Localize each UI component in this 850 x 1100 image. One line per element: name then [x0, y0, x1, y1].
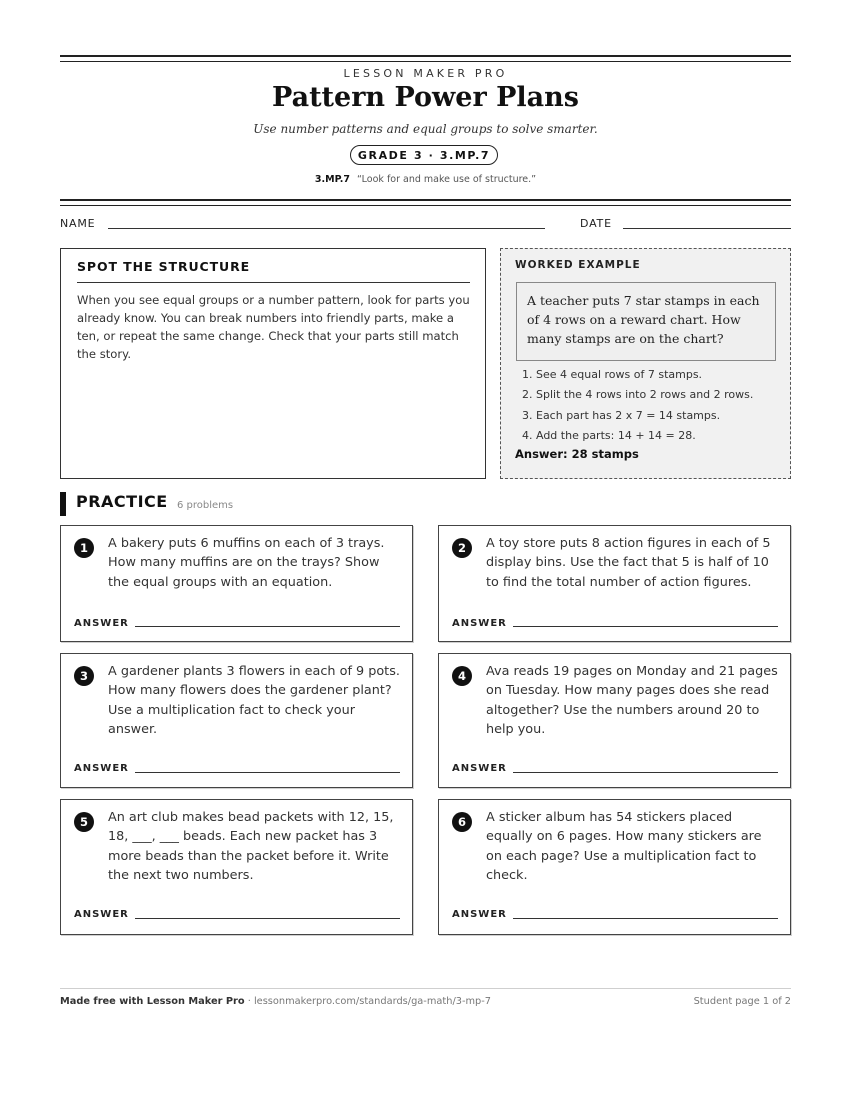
spot-title: SPOT THE STRUCTURE: [77, 259, 251, 274]
practice-title: PRACTICE: [76, 492, 168, 511]
worked-step: 3. Each part has 2 x 7 = 14 stamps.: [522, 408, 721, 422]
name-field-line[interactable]: [108, 228, 545, 229]
worked-example-box: [500, 248, 791, 479]
standard-line: [60, 174, 791, 185]
footer-made-with: Made free with Lesson Maker Pro: [60, 996, 245, 1007]
standard-text: “Look for and make use of structure.”: [357, 174, 537, 185]
problem-text: A bakery puts 6 muffins on each of 3 trays. How many muffins are on the trays? Show the equal groups with an equation.: [108, 536, 385, 590]
spot-divider: [77, 282, 470, 283]
problem-text: Ava reads 19 pages on Monday and 21 pages on Tuesday. How many pages does she read altogether? Use the numbers around 20 to help you.: [486, 664, 778, 738]
worked-example-title: WORKED EXAMPLE: [515, 259, 641, 271]
answer-line[interactable]: [513, 626, 778, 627]
problem-number-badge: 5: [74, 812, 94, 832]
problem-card-4: [438, 653, 791, 788]
worked-step: 4. Add the parts: 14 + 14 = 28.: [522, 429, 696, 443]
date-label: DATE: [580, 217, 612, 230]
page-subtitle: Use number patterns and equal groups to solve smarter.: [253, 122, 598, 136]
worked-example-answer: Answer: 28 stamps: [515, 447, 639, 461]
spot-the-structure-box: [60, 248, 486, 479]
header-bottom-rule: [60, 199, 791, 206]
answer-line[interactable]: [513, 918, 778, 919]
footer-credit: [60, 996, 491, 1007]
brand-name: LESSON MAKER PRO: [343, 67, 508, 80]
worked-example-steps: [522, 365, 753, 447]
spot-body: When you see equal groups or a number pattern, look for parts you already know. You can break numbers into friendly parts, make a ten, or repeat the same change. Check that your parts still match the story.: [77, 293, 470, 361]
answer-line[interactable]: [135, 626, 400, 627]
header-top-rule: [60, 55, 791, 62]
problem-card-6: [438, 799, 791, 935]
answer-label: ANSWER: [452, 909, 507, 920]
name-label: NAME: [60, 217, 96, 230]
problem-card-5: [60, 799, 413, 935]
answer-label: ANSWER: [74, 763, 129, 774]
footer-page-info: Student page 1 of 2: [693, 996, 791, 1007]
worked-step: 2. Split the 4 rows into 2 rows and 2 rows.: [522, 388, 754, 402]
problem-text: A sticker album has 54 stickers placed equally on 6 pages. How many stickers are on each page? Use a multiplication fact to check.: [486, 810, 762, 884]
problem-text: A gardener plants 3 flowers in each of 9 pots. How many flowers does the gardener plant? Use a multiplication fact to check your answer.: [108, 664, 400, 738]
practice-count: 6 problems: [177, 500, 234, 511]
problem-number-badge: 2: [452, 538, 472, 558]
worked-example-problem: A teacher puts 7 star stamps in each of 4 rows on a reward chart. How many stamps are on the chart?: [516, 282, 776, 361]
problem-card-3: [60, 653, 413, 788]
page-title: Pattern Power Plans: [272, 82, 579, 113]
answer-line[interactable]: [513, 772, 778, 773]
date-field-line[interactable]: [623, 228, 791, 229]
footer-rule: [60, 988, 791, 989]
worked-step: 1. See 4 equal rows of 7 stamps.: [522, 368, 703, 381]
answer-label: ANSWER: [74, 618, 129, 629]
answer-label: ANSWER: [452, 618, 507, 629]
standard-code: 3.MP.7: [314, 174, 351, 185]
grade-badge: GRADE 3 · 3.MP.7: [350, 145, 498, 165]
problem-number-badge: 4: [452, 666, 472, 686]
worksheet-page: [60, 0, 791, 1100]
problem-number-badge: 3: [74, 666, 94, 686]
answer-label: ANSWER: [74, 909, 129, 920]
answer-line[interactable]: [135, 772, 400, 773]
problem-text: An art club makes bead packets with 12, 15, 18, ___, ___ beads. Each new packet has 3 more beads than the packet before it. Write the next two numbers.: [108, 810, 394, 884]
problem-card-1: [60, 525, 413, 642]
answer-label: ANSWER: [452, 763, 507, 774]
answer-line[interactable]: [135, 918, 400, 919]
problem-text: A toy store puts 8 action figures in each of 5 display bins. Use the fact that 5 is half of 10 to find the total number of action figures.: [486, 536, 771, 590]
problem-number-badge: 1: [74, 538, 94, 558]
problem-number-badge: 6: [452, 812, 472, 832]
footer-url[interactable]: · lessonmakerpro.com/standards/ga-math/3-mp-7: [244, 996, 492, 1007]
practice-accent-bar: [60, 492, 66, 516]
problem-card-2: [438, 525, 791, 642]
